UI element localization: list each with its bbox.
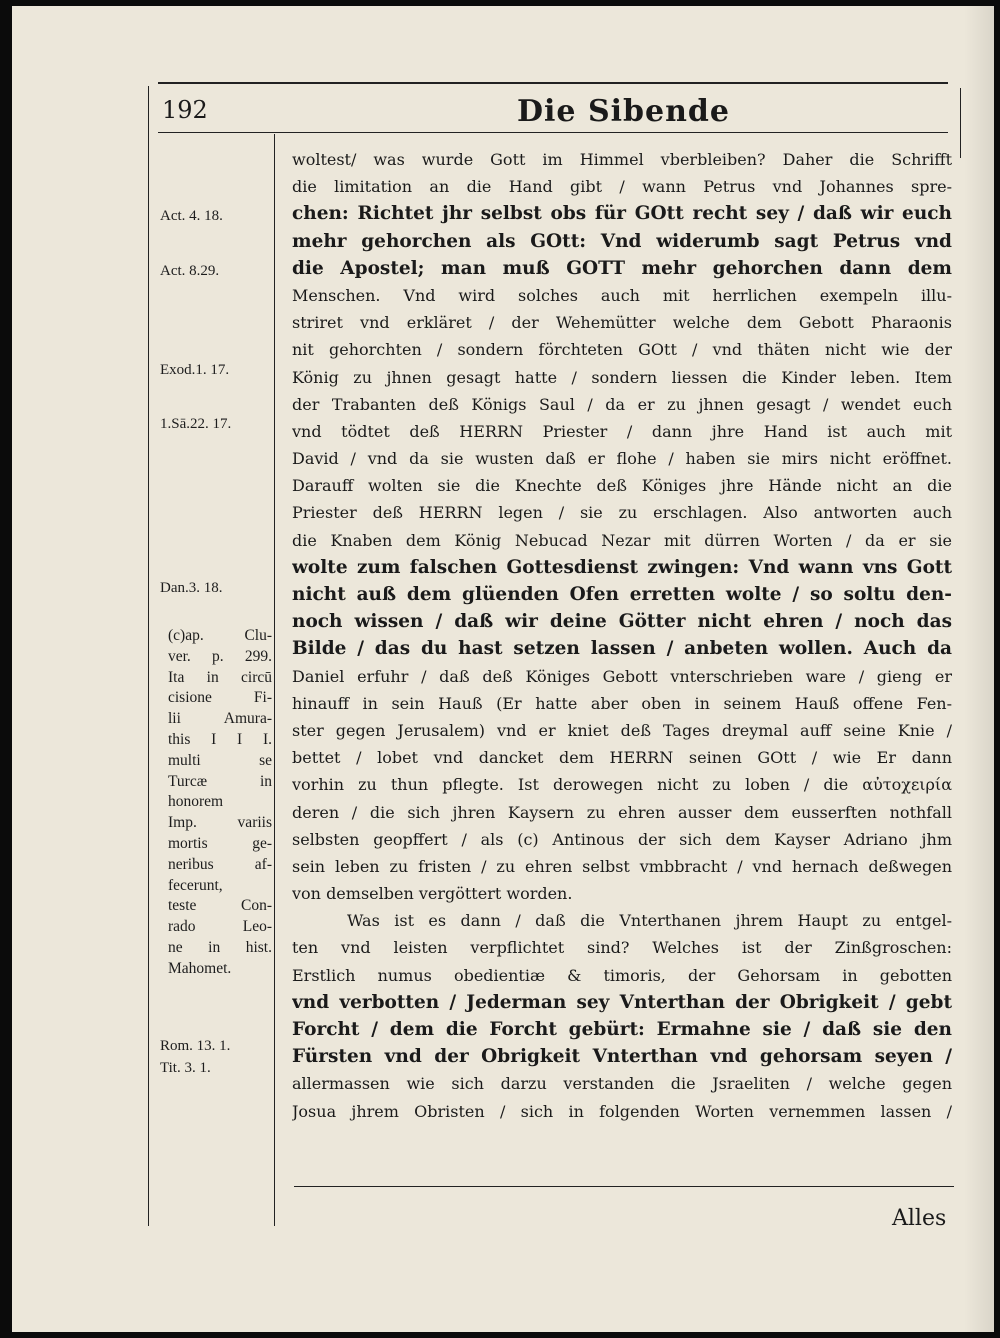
text-line: König zu jhnen gesagt hatte / sondern liessen die Kinder leben. Item	[292, 367, 952, 387]
text-line: vnd verbotten / Jederman sey Vnterthan der Obrigkeit / gebt	[292, 991, 952, 1013]
running-head: Die Sibende	[517, 94, 730, 129]
margin-note: Tit. 3. 1.	[160, 1060, 211, 1076]
text-line: von demselben vergöttert worden.	[292, 884, 573, 904]
margin-citation-block	[168, 626, 272, 980]
citation-line: Imp. variis	[168, 814, 272, 832]
text-line: selbsten geopffert / als (c) Antinous der sich dem Kayser Adriano jhm	[292, 829, 952, 849]
margin-note: Act. 8.29.	[160, 263, 220, 279]
text-line: bettet / lobet vnd dancket dem HERRN seinen GOtt / wie Er dann	[292, 748, 952, 768]
top-rule	[158, 82, 948, 84]
header-rule	[158, 132, 948, 133]
text-line: noch wissen / daß wir deine Götter nicht ehren / noch das	[292, 611, 952, 633]
text-line: Daniel erfuhr / daß deß Königes Gebott vnterschrieben ware / gieng er	[292, 666, 952, 686]
citation-line: fecerunt,	[168, 876, 223, 894]
text-line: Josua jhrem Obristen / sich in folgenden Worten vernemmen lassen /	[292, 1101, 952, 1121]
citation-line: mortis ge-	[168, 834, 272, 852]
catchword: Alles	[892, 1206, 947, 1231]
citation-line: (c)ap. Clu-	[168, 627, 272, 644]
citation-line: multi se	[168, 751, 272, 769]
left-margin-rule	[148, 86, 149, 1226]
text-line: die limitation an die Hand gibt / wann Petrus vnd Johannes spre-	[292, 177, 952, 197]
margin-note: Dan.3. 18.	[160, 580, 223, 596]
page-number: 192	[162, 96, 208, 124]
text-line: Darauff wolten sie die Knechte deß Königes jhre Hände nicht an die	[292, 476, 952, 496]
text-line: nit gehorchten / sondern förchteten GOtt / vnd thäten nicht wie der	[292, 340, 952, 360]
column-divider-rule	[274, 134, 275, 1226]
text-line: Priester deß HERRN legen / sie zu erschlagen. Also antworten auch	[292, 503, 952, 523]
text-line: Erstlich numus obedientiæ & timoris, der Gehorsam in gebotten	[292, 965, 952, 985]
citation-line: neribus af-	[168, 855, 272, 873]
citation-line: rado Leo-	[168, 918, 272, 936]
margin-note: Rom. 13. 1.	[160, 1038, 231, 1054]
text-line: der Trabanten deß Königs Saul / da er zu jhnen gesagt / wendet euch	[292, 394, 952, 414]
text-line: Was ist es dann / daß die Vnterthanen jhrem Haupt zu entgel-	[347, 911, 952, 931]
citation-line: teste Con-	[168, 897, 272, 915]
text-line: David / vnd da sie wusten daß er flohe / haben sie mirs nicht eröffnet.	[292, 449, 952, 469]
text-line: sein leben zu fristen / zu ehren selbst vmbbracht / vnd hernach deßwegen	[292, 856, 952, 876]
text-line: nicht auß dem glüenden Ofen erretten wolte / so soltu den-	[292, 584, 952, 605]
text-line: ten vnd leisten verpflichtet sind? Welches ist der Zinßgroschen:	[292, 938, 952, 958]
text-line: hinauff in sein Hauß (Er hatte aber oben in seinem Hauß offene Fen-	[292, 693, 952, 713]
text-line: die Knaben dem König Nebucad Nezar mit dürren Worten / da er sie	[292, 530, 952, 550]
text-line: vorhin zu thun pflegte. Ist derowegen nicht zu loben / die αὐτοχειρία	[292, 775, 952, 795]
text-line: wolte zum falschen Gottesdienst zwingen: Vnd wann vns Gott	[292, 556, 952, 578]
text-line: allermassen wie sich darzu verstanden die Jsraeliten / welche gegen	[292, 1074, 952, 1094]
citation-line: Turcæ in	[168, 772, 272, 790]
text-line: Bilde / das du hast setzen lassen / anbeten wollen. Auch da	[292, 638, 952, 660]
book-page	[12, 6, 994, 1332]
bottom-rule	[294, 1186, 954, 1187]
right-margin-rule	[960, 88, 961, 158]
text-line: deren / die sich jhren Kaysern zu ehren ausser dem eusserften nothfall	[292, 802, 952, 822]
margin-note: Exod.1. 17.	[160, 362, 230, 378]
body-text	[292, 146, 952, 1125]
text-line: woltest/ was wurde Gott im Himmel vberbleiben? Daher die Schrifft	[292, 150, 952, 169]
citation-line: Mahomet.	[168, 959, 232, 977]
citation-line: Ita in circū	[168, 668, 272, 686]
margin-note: Act. 4. 18.	[160, 208, 223, 224]
text-line: Forcht / dem die Forcht gebürt: Ermahne sie / daß sie den	[292, 1019, 952, 1040]
citation-line: this I I I.	[168, 730, 272, 748]
citation-line: cisione Fi-	[168, 689, 272, 707]
text-line: mehr gehorchen als GOtt: Vnd widerumb sagt Petrus vnd	[292, 230, 952, 252]
text-line: Fürsten vnd der Obrigkeit Vnterthan vnd gehorsam seyen /	[292, 1046, 952, 1068]
text-line: chen: Richtet jhr selbst obs für GOtt recht sey / daß wir euch	[292, 203, 952, 225]
citation-line: ver. p. 299.	[168, 647, 272, 665]
citation-line: honorem	[168, 793, 224, 811]
text-line: Menschen. Vnd wird solches auch mit herrlichen exempeln illu-	[292, 285, 952, 305]
margin-note: 1.Sā.22. 17.	[160, 416, 232, 432]
text-line: die Apostel; man muß GOTT mehr gehorchen dann dem	[292, 257, 952, 279]
citation-line: lii Amura-	[168, 710, 272, 728]
text-line: striret vnd erkläret / der Wehemütter welche dem Gebott Pharaonis	[292, 313, 952, 333]
text-line: vnd tödtet deß HERRN Priester / dann jhre Hand ist auch mit	[292, 421, 952, 441]
text-line: ster gegen Jerusalem) vnd er kniet deß Tages dreymal auff seine Knie /	[292, 720, 952, 740]
citation-line: ne in hist.	[168, 938, 272, 956]
